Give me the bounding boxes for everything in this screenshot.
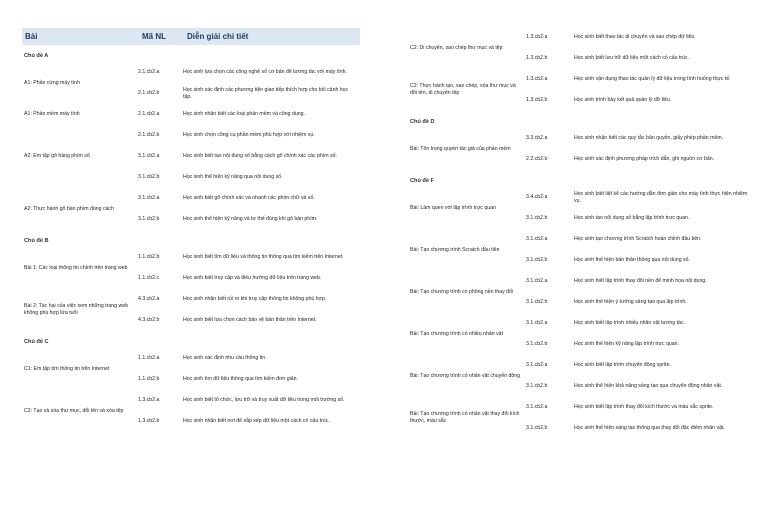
competency-row [526, 271, 756, 292]
table-row [408, 27, 756, 69]
lesson-name: Bài: Tôn trọng quyền tác giả của phần mềm [410, 145, 511, 152]
section-title: Chủ đề C [24, 339, 49, 345]
competency-row [526, 355, 756, 376]
table-row [408, 187, 756, 229]
lesson-name: A2: Em tập gõ hàng phím số [24, 153, 90, 159]
competency-row [138, 310, 360, 331]
section-title: Chủ đề B [24, 238, 49, 244]
competency-code: 3.1.cb2.b [526, 425, 548, 431]
competency-description: Học sinh xác định nhu cầu thông tin. [183, 355, 267, 361]
competency-description: Học sinh biết lưu trữ dữ liệu một cách có cấu trúc. [574, 55, 690, 61]
competency-row [526, 250, 756, 271]
table-row [408, 397, 756, 439]
competency-code: 3.1.cb2.b [526, 341, 548, 347]
table-row [408, 271, 756, 313]
competency-code: 3.1.cb2.a [526, 236, 548, 242]
table-row [408, 355, 756, 397]
competency-row [526, 292, 756, 313]
competency-code: 3.1.cb2.a [138, 195, 160, 201]
competency-description: Học sinh biết lựa chọn cách bảo vệ bản thân trên Internet. [183, 317, 317, 323]
lesson-name: C2: Thực hành tạo, sao chép, xóa thư mục và đổi tên, di chuyển tệp [410, 83, 516, 96]
lesson-name: C2: Tạo và xóa thư mục, đổi tên và xóa tệp [24, 407, 124, 414]
competency-description: Học sinh nhận biết nơi để sắp xếp dữ liệu một cách có cấu trúc. [183, 418, 330, 424]
competency-row [526, 418, 756, 439]
competency-code: 1.1.cb2.a [138, 355, 160, 361]
competency-description: Học sinh vận dụng thao tác quản lý dữ liệu trong tình huống thực tế. [574, 76, 731, 82]
competency-description: Học sinh chọn công cụ phần mềm phù hợp với nhiệm vụ. [183, 132, 315, 138]
competency-row [138, 348, 360, 369]
table-row [22, 188, 360, 230]
competency-row [138, 209, 360, 230]
competency-code: 2.2.cb2.b [526, 156, 548, 162]
competency-code: 2.1.cb2.b [138, 90, 160, 96]
lesson-name: Bài: Tạo chương trình có nhân vật thay đổi kích thước, màu sắc [410, 411, 520, 424]
competency-row [526, 27, 756, 48]
competency-description: Học sinh xác định các phương tiện giao tiếp thích hợp cho bối cảnh học tập. [183, 86, 349, 100]
lesson-name: Bài: Tạo chương trình Scratch đầu tiên [410, 246, 500, 253]
competency-row [138, 125, 360, 146]
competency-code: 3.1.cb2.b [526, 383, 548, 389]
lesson-name: A2: Thực hành gõ bàn phím đúng cách [24, 205, 114, 212]
competency-code: 1.3.cb2.b [138, 418, 160, 424]
table-header [22, 28, 360, 45]
competency-row [526, 313, 756, 334]
competency-code: 1.3.cb2.a [526, 76, 548, 82]
competency-row [526, 376, 756, 397]
lesson-name: Bài: Tạo chương trình có nhân vật chuyển động [410, 372, 521, 379]
right-table-body [408, 27, 756, 439]
table-row [22, 62, 360, 104]
competency-description: Học sinh trình bày kết quả quản lý dữ liệu. [574, 97, 672, 103]
section-title: Chủ đề F [410, 178, 434, 184]
lesson-name: Bài 2: Tác hại của việc xem những trang web không phù hợp lứa tuổi [24, 303, 129, 316]
competency-code: 3.1.cb2.b [526, 299, 548, 305]
competency-code: 1.1.cb2.c [138, 275, 160, 281]
lesson-name: C2: Di chuyển, sao chép thư mục và tệp [410, 44, 503, 51]
competency-description: Học sinh lựa chọn các công nghệ số cơ bản để tương tác với máy tính. [183, 69, 347, 75]
competency-code: 4.3.cb2.a [138, 296, 160, 302]
competency-row [526, 149, 756, 170]
table-row [408, 69, 756, 111]
lesson-name: Bài: Tạo chương trình có nhiều nhân vật [410, 330, 504, 337]
competency-description: Học sinh nhận biết rủi ro khi truy cập thông tin không phù hợp. [183, 296, 327, 302]
competency-description: Học sinh biết lập trình nhiều nhân vật tương tác. [574, 320, 685, 326]
competency-description: Học sinh tạo chương trình Scratch hoàn chỉnh đầu tiên. [574, 236, 702, 242]
competency-row [526, 229, 756, 250]
competency-row [138, 188, 360, 209]
competency-description: Học sinh biết tìm dữ liệu và thông tin thông qua tìm kiếm trên Internet. [183, 254, 344, 260]
competency-code: 1.3.cb2.b [526, 55, 548, 61]
competency-description: Học sinh biết liệt kê các hướng dẫn đơn giản cho máy tính thực hiện nhiệm vụ. [574, 190, 748, 204]
competency-row [138, 83, 360, 104]
competency-row [526, 69, 756, 90]
competency-code: 3.1.cb2.b [526, 257, 548, 263]
lesson-name: C1: Em tập tìm thông tin trên Internet [24, 365, 110, 372]
right-column [408, 27, 756, 439]
competency-code: 4.3.cb2.b [138, 317, 160, 323]
competency-description: Học sinh thể hiện kỹ năng và tư thế đúng khi gõ bàn phím. [183, 216, 318, 222]
table-row [22, 125, 360, 188]
competency-code: 3.1.cb2.a [526, 404, 548, 410]
competency-row [526, 90, 756, 111]
competency-description: Học sinh thể hiện kỹ năng qua nội dung số. [183, 174, 283, 180]
competency-description: Học sinh tìm dữ liệu thông qua tìm kiếm đơn giản. [183, 376, 299, 382]
competency-description: Học sinh thể hiện kỹ năng lập trình trực quan. [574, 341, 679, 347]
competency-code: 2.1.cb2.a [138, 69, 160, 75]
competency-description: Học sinh xác định phương pháp trích dẫn, ghi nguồn cơ bản. [574, 156, 715, 162]
competency-description: Học sinh thể hiện bản thân thông qua nội dung số. [574, 257, 690, 263]
competency-code: 1.1.cb2.b [138, 376, 160, 382]
competency-code: 3.1.cb2.b [526, 215, 548, 221]
competency-code: 1.3.cb2.a [138, 397, 160, 403]
competency-description: Học sinh biết truy cập và điều hướng dữ liệu trên trang web. [183, 275, 322, 281]
competency-row [138, 411, 360, 432]
competency-description: Học sinh biết lập trình thay đổi nền để minh họa nội dung. [574, 278, 707, 284]
competency-row [138, 167, 360, 188]
competency-description: Học sinh thể hiện ý tưởng sáng tạo qua lập trình. [574, 299, 687, 305]
competency-row [138, 104, 360, 125]
competency-row [138, 268, 360, 289]
competency-description: Học sinh biết lập trình chuyển động sprite. [574, 362, 671, 368]
competency-code: 3.1.cb2.b [138, 174, 160, 180]
competency-row [138, 62, 360, 83]
header-detail: Diễn giải chi tiết [187, 32, 249, 41]
left-table-body [22, 53, 360, 432]
lesson-name: Bài 1: Các loại thông tin chính trên trang web [24, 264, 128, 271]
left-column [22, 28, 360, 432]
competency-code: 3.1.cb2.a [526, 278, 548, 284]
competency-row [526, 397, 756, 418]
competency-row [526, 208, 756, 229]
competency-description: Học sinh thể hiện sáng tạo thông qua thay đổi đặc điểm nhân vật. [574, 425, 725, 431]
header-code: Mã NL [142, 32, 166, 41]
lesson-name: A1: Phần cứng máy tính [24, 79, 80, 86]
header-lesson: Bài [25, 32, 38, 41]
competency-code: 2.1.cb2.b [138, 132, 160, 138]
competency-description: Học sinh nhận biết các loại phần mềm và công dụng. [183, 111, 305, 117]
competency-description: Học sinh biết tạo nội dung số bằng cách gõ chính xác các phím số. [183, 153, 337, 159]
competency-code: 3.3.cb2.a [526, 135, 548, 141]
competency-description: Học sinh thể hiện khả năng sáng tạo qua chuyển động nhân vật. [574, 383, 723, 389]
section-title: Chủ đề A [24, 53, 49, 59]
competency-row [138, 146, 360, 167]
table-row [22, 289, 360, 331]
competency-description: Học sinh biết thao tác di chuyển và sao chép dữ liệu. [574, 34, 696, 40]
table-row [408, 128, 756, 170]
competency-code: 3.1.cb2.a [138, 153, 160, 159]
competency-row [526, 128, 756, 149]
competency-description: Học sinh biết tổ chức, lưu trữ và truy xuất dữ liệu trong môi trường số. [183, 397, 345, 403]
competency-description: Học sinh tạo nội dung số bằng lập trình trực quan. [574, 215, 690, 221]
competency-description: Học sinh nhận biết các quy tắc bản quyền, giấy phép phần mềm. [574, 135, 724, 141]
competency-code: 2.1.cb2.a [138, 111, 160, 117]
lesson-name: A1: Phần mềm máy tính [24, 111, 80, 117]
table-row [22, 348, 360, 390]
competency-row [138, 369, 360, 390]
competency-row [526, 48, 756, 69]
competency-row [138, 247, 360, 268]
competency-code: 1.1.cb2.b [138, 254, 160, 260]
lesson-name: Bài: Tạo chương trình có phông nền thay đổi [410, 288, 514, 295]
table-row [22, 247, 360, 289]
section-title: Chủ đề D [410, 119, 435, 125]
competency-code: 3.1.cb2.a [526, 362, 548, 368]
competency-code: 3.1.cb2.b [138, 216, 160, 222]
competency-row [526, 187, 756, 208]
competency-row [138, 390, 360, 411]
table-row [408, 229, 756, 271]
competency-code: 3.1.cb2.a [526, 320, 548, 326]
competency-code: 1.3.cb2.b [526, 97, 548, 103]
lesson-name: Bài: Làm quen với lập trình trực quan [410, 204, 496, 211]
competency-description: Học sinh biết lập trình thay đổi kích thước và màu sắc sprite. [574, 404, 714, 410]
competency-code: 3.4.cb2.a [526, 194, 548, 200]
competency-row [138, 289, 360, 310]
table-row [22, 390, 360, 432]
table-row [22, 104, 360, 125]
competency-description: Học sinh biết gõ chính xác và nhanh các phím chữ và số. [183, 195, 315, 201]
competency-code: 1.3.cb2.a [526, 34, 548, 40]
table-row [408, 313, 756, 355]
competency-row [526, 334, 756, 355]
